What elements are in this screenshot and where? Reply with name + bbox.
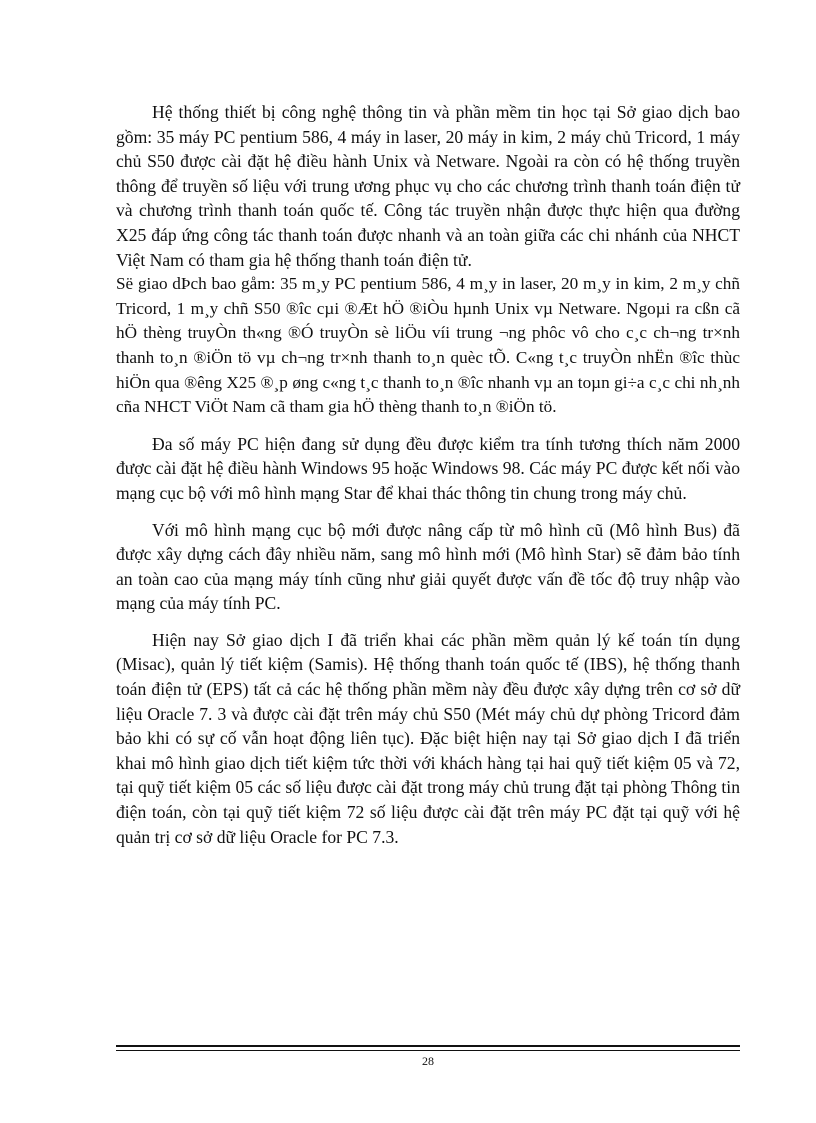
footer-rule-thick [116,1045,740,1047]
footer-rule-thin [116,1050,740,1051]
document-body [116,100,740,861]
paragraph-network-model: Với mô hình mạng cục bộ mới được nâng cấp từ mô hình cũ (Mô hình Bus) đã được xây dựng cách đây nhiều năm, sang mô hình mới (Mô hình Star) sẽ đảm bảo tính an toàn cao của mạng máy tính cũng như giải quyết được vấn đề tốc độ truy nhập vào mạng của máy tính PC. [116,519,740,614]
paragraph-legacy-encoding: Së giao dÞch bao gåm: 35 m¸y PC pentium 586, 4 m¸y in laser, 20 m¸y in kim, 2 m¸y chñ Tricord, 1 m¸y chñ S50 ®îc cµi ®Æt hÖ ®iÒu hµnh Unix vµ Netware. Ngoµi ra cßn cã hÖ thèng truyÒn th«ng ®Ó truyÒn sè liÖu víi trung ¬ng phôc vô cho c¸c ch¬ng tr×nh thanh to¸n ®iÖn tö vµ ch¬ng tr×nh thanh to¸n quèc tÕ. C«ng t¸c truyÒn nhËn ®îc thùc hiÖn qua ®êng X25 ®¸p øng c«ng t¸c thanh to¸n ®îc nhanh vµ an toµn gi÷a c¸c chi nh¸nh cña NHCT ViÖt Nam cã tham gia hÖ thèng thanh to¸n ®iÖn tö. [116,274,740,417]
paragraph-software-systems: Hiện nay Sở giao dịch I đã triển khai các phần mềm quản lý kế toán tín dụng (Misac), quản lý tiết kiệm (Samis). Hệ thống thanh toán quốc tế (IBS), hệ thống thanh toán điện tử (EPS) tất cả các hệ thống phần mềm này đều được xây dựng trên cơ sở dữ liệu Oracle 7. 3 và được cài đặt trên máy chủ S50 (Mét máy chủ dự phòng Tricord đảm bảo khi có sự cố vẫn hoạt động liên tục). Đặc biệt hiện nay tại Sở giao dịch I đã triển khai mô hình giao dịch tiết kiệm tức thời với khách hàng tại hai quỹ tiết kiệm 05 và 72, tại quỹ tiết kiệm 05 các số liệu được cài đặt trong máy chủ trung đặt tại phòng Thông tin điện toán, còn tại quỹ tiết kiệm 72 số liệu được cài đặt trên máy PC đặt tại quỹ với hệ quản trị cơ sở dữ liệu Oracle for PC 7.3. [116,629,740,847]
page-number: 28 [422,1054,434,1068]
paragraph-pc-compatibility: Đa số máy PC hiện đang sử dụng đều được kiểm tra tính tương thích năm 2000 được cài đặt hệ điều hành Windows 95 hoặc Windows 98. Các máy PC được kết nối vào mạng cục bộ với mô hình mạng Star để khai thác thông tin chung trong máy chủ. [116,433,740,503]
paragraph-equipment: Hệ thống thiết bị công nghệ thông tin và phần mềm tin học tại Sở giao dịch bao gồm: 35 máy PC pentium 586, 4 máy in laser, 20 máy in kim, 2 máy chủ Tricord, 1 máy chủ S50 được cài đặt hệ điều hành Unix và Netware. Ngoài ra còn có hệ thống truyền thông để truyền số liệu với trung ương phục vụ cho các chương trình thanh toán điện tử và chương trình thanh toán quốc tế. Công tác truyền nhận được thực hiện qua đường X25 đáp ứng công tác thanh toán được nhanh và an toàn giữa các chi nhánh của NHCT Việt Nam có tham gia hệ thống thanh toán điện tử. [116,102,740,270]
